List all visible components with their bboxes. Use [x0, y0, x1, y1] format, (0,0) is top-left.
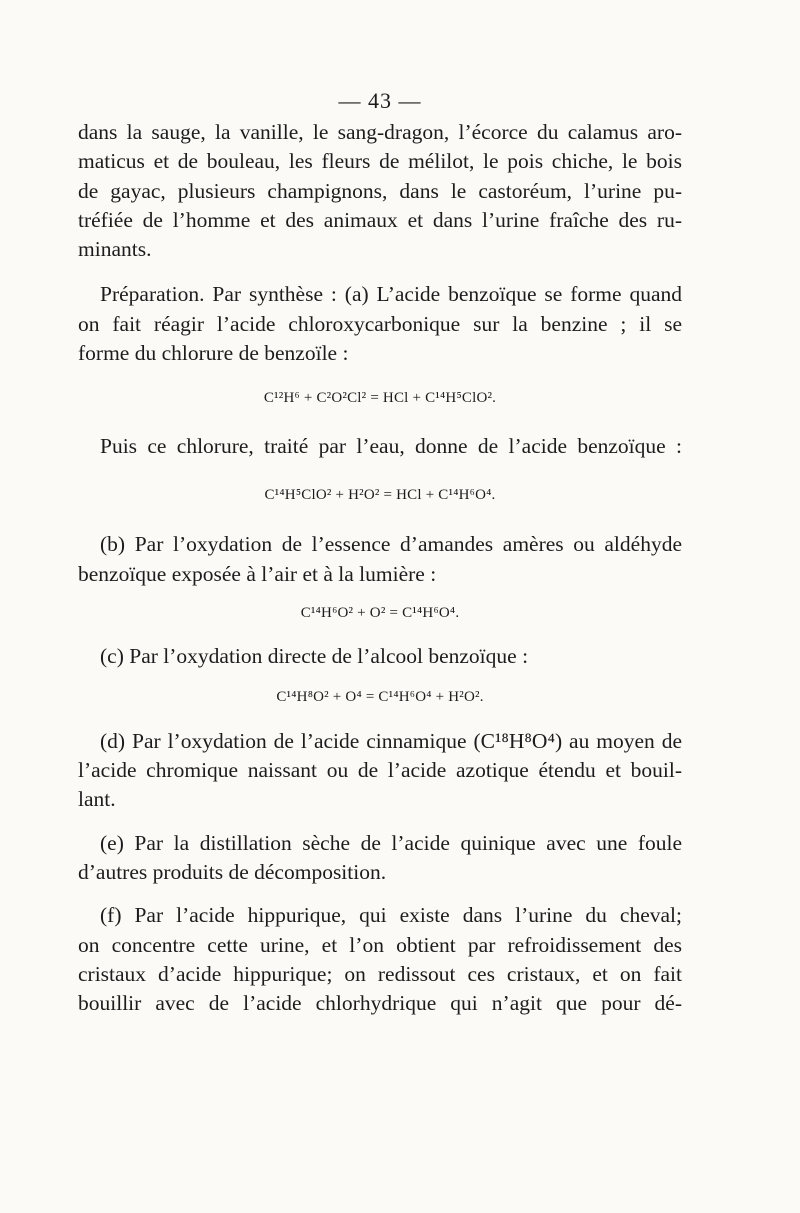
paragraph-d	[78, 727, 682, 815]
text-line: benzoïque exposée à l’air et à la lumière :	[78, 561, 437, 586]
text-line: on concentre cette urine, et l’on obtient par refroidissement des	[78, 932, 682, 957]
text-line: de gayac, plusieurs champignons, dans le castoréum, l’urine pu-	[78, 178, 682, 203]
chemical-equation: C¹⁴H⁵ClO² + H²O² = HCl + C¹⁴H⁶O⁴.	[264, 486, 496, 503]
text-line: d’autres produits de décomposition.	[78, 859, 387, 884]
paragraph-e	[78, 829, 682, 888]
chemical-equation: C¹²H⁶ + C²O²Cl² = HCl + C¹⁴H⁵ClO².	[263, 390, 497, 407]
body-text	[78, 118, 682, 1018]
text-line: cristaux d’acide hippurique; on redissout ces cristaux, et on fait	[78, 961, 682, 986]
text-line: on fait réagir l’acide chloroxycarbonique sur la benzine ; il se	[78, 311, 682, 336]
text-line: dans la sauge, la vanille, le sang-dragon, l’écorce du calamus aro-	[78, 120, 682, 144]
paragraph-c	[78, 642, 682, 671]
text-line: lant.	[78, 787, 116, 812]
text-line: l’acide chromique naissant ou de l’acide azotique étendu et bouil-	[78, 758, 682, 783]
text-line: (d) Par l’oxydation de l’acide cinnamique (C¹⁸H⁸O⁴) au moyen de	[100, 728, 682, 753]
chemical-equation: C¹⁴H⁶O² + O² = C¹⁴H⁶O⁴.	[300, 604, 460, 621]
text-line: Préparation. Par synthèse : (a) L’acide benzoïque se forme quand	[100, 282, 682, 307]
chemical-equation: C¹⁴H⁸O² + O⁴ = C¹⁴H⁶O⁴ + H²O².	[276, 689, 484, 706]
paragraph-b	[78, 530, 682, 589]
text-line: tréfiée de l’homme et des animaux et dans l’urine fraîche des ru-	[78, 207, 682, 232]
text-line: maticus et de bouleau, les fleurs de mélilot, le pois chiche, le bois	[78, 149, 682, 174]
text-line: minants.	[78, 237, 152, 262]
paragraph-f	[78, 901, 682, 1018]
paragraph-intro	[78, 118, 682, 264]
paragraph-preparation	[78, 280, 682, 368]
text-line: (e) Par la distillation sèche de l’acide quinique avec une foule	[100, 830, 682, 855]
text-line: bouillir avec de l’acide chlorhydrique qui n’agit que pour dé-	[78, 991, 682, 1016]
paragraph-puis	[78, 432, 682, 461]
page-number: — 43 —	[338, 88, 422, 113]
text-line: forme du chlorure de benzoïle :	[78, 341, 349, 366]
text-line: (f) Par l’acide hippurique, qui existe dans l’urine du cheval;	[100, 903, 682, 928]
text-line: (b) Par l’oxydation de l’essence d’amandes amères ou aldéhyde	[100, 532, 682, 557]
text-line: (c) Par l’oxydation directe de l’alcool benzoïque :	[100, 644, 529, 669]
text-line: Puis ce chlorure, traité par l’eau, donne de l’acide benzoïque :	[100, 433, 682, 458]
